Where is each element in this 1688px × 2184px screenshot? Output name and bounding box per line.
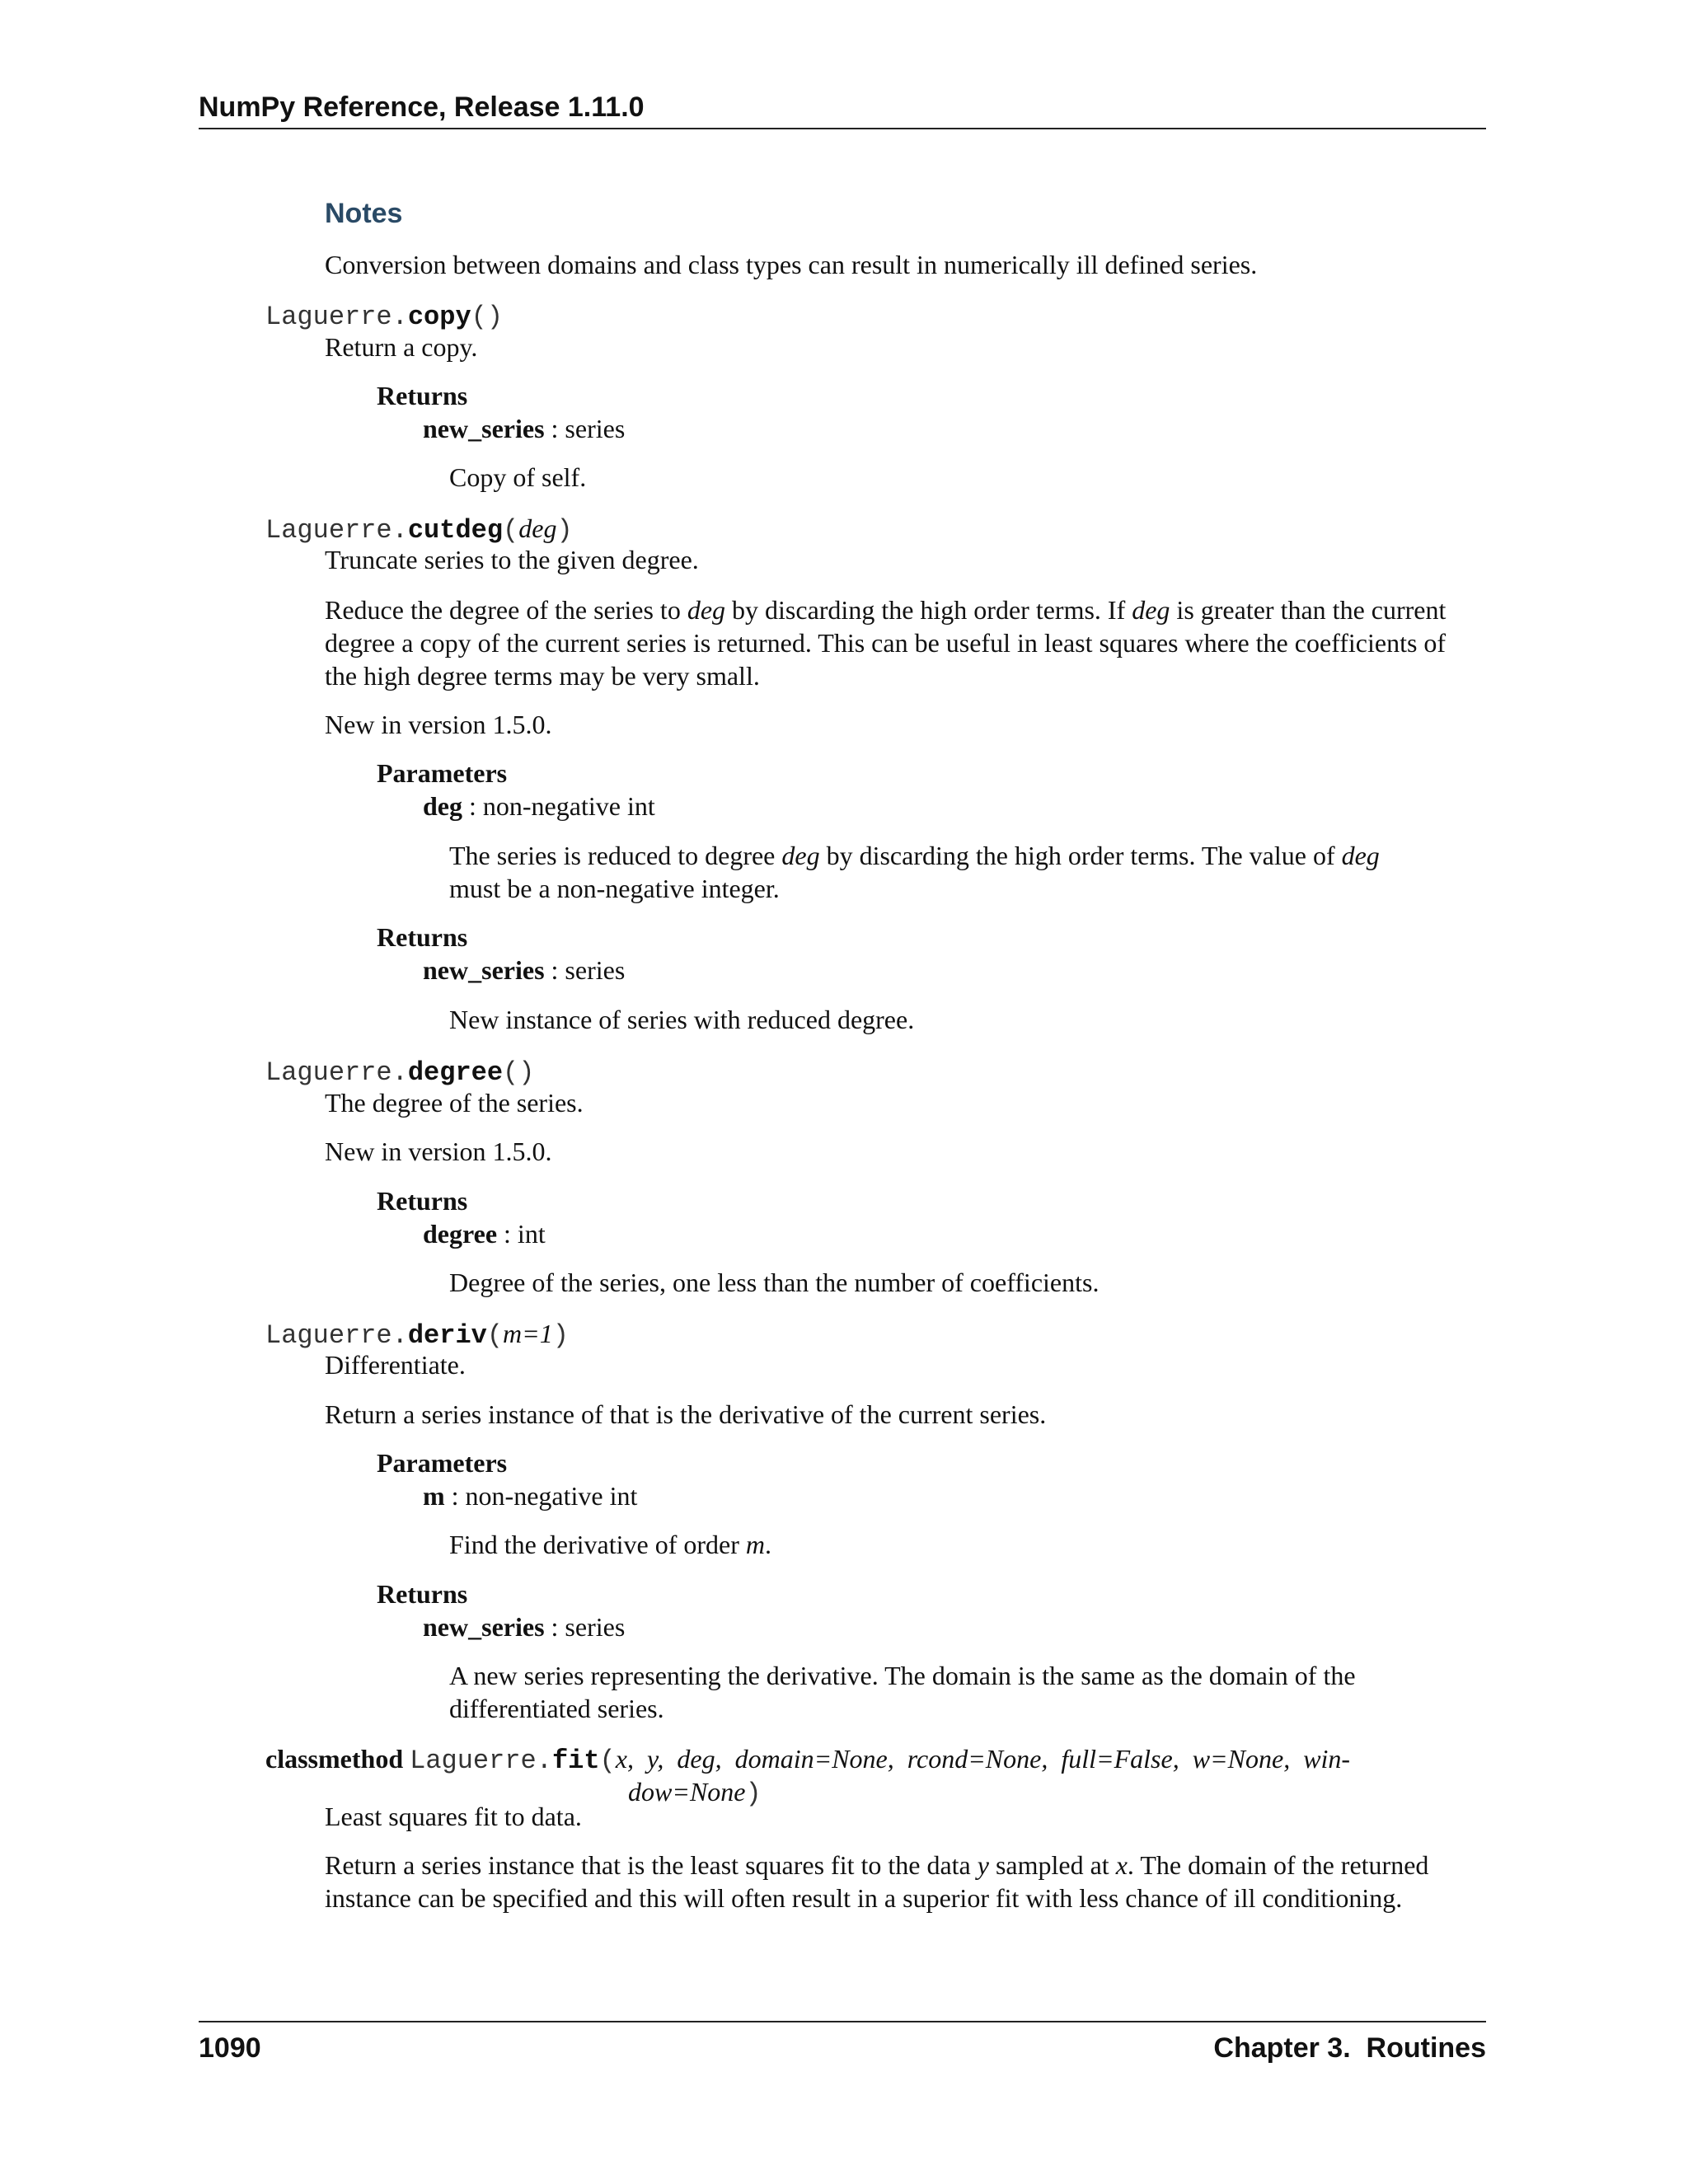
page-number: 1090 [199, 2032, 261, 2064]
paren-close: ) [518, 1057, 535, 1088]
parameter-name: deg [423, 791, 462, 821]
text-run-italic: deg [687, 595, 726, 625]
paren-close: ) [556, 515, 573, 546]
return-type: : series [544, 1612, 626, 1642]
parameters-label: Parameters [377, 1448, 508, 1478]
description-line-2: instance can be specified and this will often result in a superior fit with less chance of ill conditioning. [325, 1883, 1403, 1913]
paren-close: ) [486, 302, 504, 332]
method-signature-copy [265, 298, 503, 334]
parameter-type: : non-negative int [444, 1481, 638, 1511]
class-prefix: Laguerre. [265, 1320, 408, 1351]
text-run: . The domain of the returned [1127, 1850, 1429, 1880]
class-prefix: Laguerre. [265, 302, 408, 332]
return-type: : series [544, 414, 626, 443]
text-run: Find the derivative of order [449, 1530, 746, 1559]
text-run: sampled at [988, 1850, 1116, 1880]
classmethod-keyword: classmethod [265, 1744, 404, 1774]
method-signature-fit [265, 1742, 1350, 1778]
method-signature-deriv [265, 1317, 569, 1352]
notes-heading: Notes [325, 198, 403, 229]
parameter-description [449, 1528, 771, 1561]
description-line-1 [325, 1849, 1428, 1882]
method-summary: Least squares fit to data. [325, 1802, 582, 1831]
text-run-italic: deg [1132, 595, 1170, 625]
text-run: Return a series instance that is the least squares fit to the data [325, 1850, 978, 1880]
method-name: copy [407, 302, 471, 332]
parameter-description-line-1 [449, 839, 1380, 872]
parameter-entry [423, 1479, 637, 1512]
running-header: NumPy Reference, Release 1.11.0 [199, 91, 645, 123]
parameter-type: : non-negative int [462, 791, 655, 821]
text-run-italic: m [745, 1530, 765, 1559]
return-entry [423, 954, 625, 987]
method-name: degree [407, 1057, 504, 1088]
method-args-line-1: x, y, deg, domain=None, rcond=None, full=False, w=None, win- [615, 1744, 1351, 1774]
header-rule [199, 128, 1486, 129]
return-name: new_series [423, 955, 545, 985]
paren-close: ) [552, 1320, 569, 1351]
paren-open: ( [503, 1057, 519, 1088]
version-note: New in version 1.5.0. [325, 710, 552, 739]
return-type: : int [497, 1219, 546, 1249]
method-args: deg [518, 513, 557, 543]
text-run: The series is reduced to degree [449, 841, 782, 870]
method-name: cutdeg [407, 515, 504, 546]
paren-open: ( [599, 1746, 616, 1776]
description-line-3: the high degree terms may be very small. [325, 661, 760, 691]
method-summary: Return a copy. [325, 332, 478, 362]
parameters-label: Parameters [377, 758, 508, 788]
text-run-italic: deg [781, 841, 820, 870]
return-name: new_series [423, 1612, 545, 1642]
parameter-entry [423, 790, 655, 823]
text-run-italic: x [1115, 1850, 1128, 1880]
returns-label: Returns [377, 922, 468, 952]
returns-label: Returns [377, 1186, 468, 1216]
text-run: Reduce the degree of the series to [325, 595, 687, 625]
parameter-description-line-2: must be a non-negative integer. [449, 874, 780, 903]
text-run-italic: deg [1341, 841, 1380, 870]
returns-label: Returns [377, 1579, 468, 1609]
return-entry [423, 1217, 546, 1250]
method-args-line-2: dow=None [628, 1777, 746, 1807]
return-entry [423, 1610, 625, 1643]
return-type: : series [544, 955, 626, 985]
method-signature-cutdeg [265, 512, 573, 547]
text-run-italic: y [977, 1850, 989, 1880]
chapter-title: Chapter 3. Routines [1213, 2032, 1486, 2064]
parameter-name: m [423, 1481, 445, 1511]
return-name: degree [423, 1219, 498, 1249]
method-name: fit [551, 1746, 600, 1776]
return-description: Degree of the series, one less than the number of coefficients. [449, 1268, 1100, 1297]
return-description-line-1: A new series representing the derivative. The domain is the same as the domain of the [449, 1661, 1356, 1690]
text-run: is greater than the current [1170, 595, 1447, 625]
notes-text: Conversion between domains and class types can result in numerically ill defined series. [325, 250, 1258, 279]
paren-open: ( [471, 302, 487, 332]
method-summary: Truncate series to the given degree. [325, 545, 699, 574]
class-prefix: Laguerre. [265, 515, 408, 546]
method-args: m=1 [503, 1319, 553, 1348]
method-summary: Differentiate. [325, 1350, 466, 1380]
return-description: Copy of self. [449, 462, 587, 492]
returns-label: Returns [377, 381, 468, 410]
method-name: deriv [407, 1320, 487, 1351]
method-summary: The degree of the series. [325, 1088, 584, 1118]
return-name: new_series [423, 414, 545, 443]
text-run: . [765, 1530, 771, 1559]
version-note: New in version 1.5.0. [325, 1137, 552, 1166]
description-line-1 [325, 593, 1446, 626]
method-signature-fit-continuation [628, 1775, 762, 1811]
paren-open: ( [503, 515, 519, 546]
text-run: by discarding the high order terms. If [725, 595, 1132, 625]
description-line-2: degree a copy of the current series is returned. This can be useful in least squares where the coefficients of [325, 628, 1447, 658]
return-description-line-2: differentiated series. [449, 1694, 664, 1723]
class-prefix: Laguerre. [410, 1746, 552, 1776]
text-run: by discarding the high order terms. The value of [819, 841, 1342, 870]
method-signature-degree [265, 1054, 534, 1090]
footer-rule [199, 2021, 1486, 2022]
method-description: Return a series instance of that is the derivative of the current series. [325, 1399, 1047, 1429]
return-description: New instance of series with reduced degree. [449, 1005, 915, 1034]
paren-open: ( [486, 1320, 504, 1351]
class-prefix: Laguerre. [265, 1057, 408, 1088]
paren-close: ) [745, 1779, 762, 1809]
return-entry [423, 412, 625, 445]
